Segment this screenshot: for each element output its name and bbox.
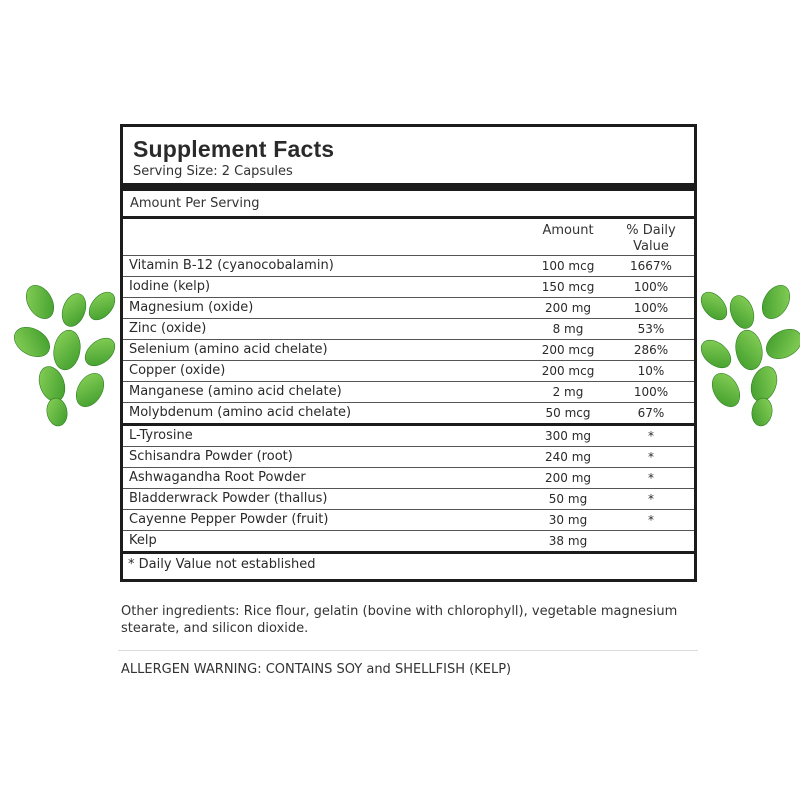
divider xyxy=(118,650,698,651)
ingredient-amount: 30 mg xyxy=(548,513,588,527)
ingredient-amount: 50 mg xyxy=(548,492,588,506)
column-amount-header: Amount xyxy=(542,223,594,238)
nutrient-name: Magnesium (oxide) xyxy=(129,300,254,315)
nutrient-amount: 200 mcg xyxy=(541,364,595,378)
ingredient-row xyxy=(123,531,694,554)
ingredient-name: Bladderwrack Powder (thallus) xyxy=(129,491,328,506)
leaf-cluster-left-icon xyxy=(12,272,122,432)
nutrient-row xyxy=(123,319,694,340)
nutrient-daily-value: 100% xyxy=(633,280,669,294)
ingredient-name: L-Tyrosine xyxy=(129,428,193,443)
amount-per-serving: Amount Per Serving xyxy=(123,191,694,219)
nutrient-daily-value: 100% xyxy=(633,301,669,315)
nutrient-row xyxy=(123,277,694,298)
vitamins-minerals-group xyxy=(123,256,694,426)
nutrient-amount: 200 mcg xyxy=(541,343,595,357)
daily-value-line1: % Daily xyxy=(626,223,676,238)
nutrient-name: Manganese (amino acid chelate) xyxy=(129,384,342,399)
nutrient-row xyxy=(123,298,694,319)
ingredient-daily-value: * xyxy=(648,450,654,464)
nutrient-amount: 150 mcg xyxy=(541,280,595,294)
nutrient-row xyxy=(123,403,694,426)
nutrient-daily-value: 1667% xyxy=(630,259,672,273)
ingredient-amount: 300 mg xyxy=(544,429,592,443)
ingredient-row xyxy=(123,489,694,510)
other-ingredients-group xyxy=(123,426,694,554)
ingredient-amount: 38 mg xyxy=(548,534,588,548)
ingredient-amount: 200 mg xyxy=(544,471,592,485)
nutrient-daily-value: 286% xyxy=(633,343,669,357)
ingredient-daily-value: * xyxy=(648,492,654,506)
ingredient-daily-value: * xyxy=(648,429,654,443)
ingredient-name: Cayenne Pepper Powder (fruit) xyxy=(129,512,329,527)
nutrient-name: Selenium (amino acid chelate) xyxy=(129,342,328,357)
nutrient-row xyxy=(123,382,694,403)
nutrient-name: Molybdenum (amino acid chelate) xyxy=(129,405,352,420)
column-header xyxy=(123,219,694,256)
nutrient-amount: 200 mg xyxy=(544,301,592,315)
ingredient-row xyxy=(123,447,694,468)
allergen-warning: ALLERGEN WARNING: CONTAINS SOY and SHELLFISH (KELP) xyxy=(121,662,512,677)
leaf-cluster-right-icon xyxy=(694,272,800,432)
ingredient-row xyxy=(123,468,694,489)
nutrient-name: Copper (oxide) xyxy=(129,363,226,378)
other-ingredients-text: Other ingredients: Rice flour, gelatin (bovine with chlorophyll), vegetable magnesium stearate, and silicon dioxide. xyxy=(121,604,678,636)
ingredient-name: Ashwagandha Root Powder xyxy=(129,470,306,485)
nutrient-amount: 50 mcg xyxy=(545,406,591,420)
panel-header xyxy=(123,127,694,191)
nutrient-name: Iodine (kelp) xyxy=(129,279,211,294)
nutrient-amount: 8 mg xyxy=(552,322,584,336)
ingredient-daily-value: * xyxy=(648,513,654,527)
ingredient-row xyxy=(123,510,694,531)
column-daily-value-header xyxy=(601,223,701,255)
nutrient-row xyxy=(123,361,694,382)
nutrient-name: Vitamin B-12 (cyanocobalamin) xyxy=(129,258,334,273)
daily-value-footnote: * Daily Value not established xyxy=(128,557,316,572)
nutrient-daily-value: 10% xyxy=(637,364,665,378)
ingredient-name: Schisandra Powder (root) xyxy=(129,449,293,464)
ingredient-name: Kelp xyxy=(129,533,157,548)
nutrient-amount: 2 mg xyxy=(552,385,584,399)
panel-title: Supplement Facts xyxy=(133,136,335,162)
ingredient-daily-value: * xyxy=(648,471,654,485)
nutrient-daily-value: 100% xyxy=(633,385,669,399)
nutrient-daily-value: 53% xyxy=(637,322,665,336)
serving-size: Serving Size: 2 Capsules xyxy=(133,164,293,179)
nutrient-row xyxy=(123,256,694,277)
nutrient-daily-value: 67% xyxy=(637,406,665,420)
ingredient-amount: 240 mg xyxy=(544,450,592,464)
supplement-facts-panel xyxy=(120,124,697,582)
daily-value-line2: Value xyxy=(633,239,669,254)
ingredient-row xyxy=(123,426,694,447)
nutrient-amount: 100 mcg xyxy=(541,259,595,273)
nutrient-row xyxy=(123,340,694,361)
nutrient-name: Zinc (oxide) xyxy=(129,321,207,336)
